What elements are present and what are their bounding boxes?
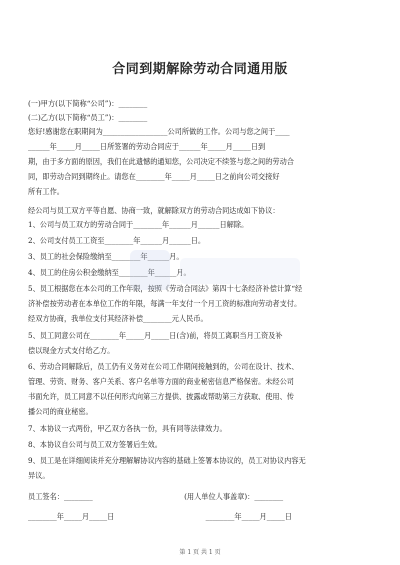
clause-7: 7、本协议一式两份，甲乙双方各执一份，具有同等法律效力。 [28,424,227,433]
party-b-line: (二)乙方(以下简称“员工”)：________ [28,113,148,122]
clause-8: 8、本协议自公司与员工双方签署后生效。 [28,440,162,449]
page-number: 第 1 页 共 1 页 [179,549,221,556]
clause-5: 5、员工根据您在本公司的工作年限，按照《劳动合同法》第四十七条经济补偿计算“经 [28,284,303,293]
clause-9: 9、员工是在详细阅读并充分理解解协议内容的基础上签署本协议的，员工对协议内容无 [28,456,306,465]
signature-date-line: ________年_____月_____日 ________年_____月_____日 [28,512,292,521]
signature-line: 员工签名：________ (用人单位人事盖章)：________ [28,492,284,501]
clause-6-cont: 书面允许，员工同意不以任何形式向第三方提供、披露或帮助第三方获取、使用、传 [28,392,294,401]
body-line: 所有工作。 [28,187,64,196]
agreement-intro: 经公司与员工双方平等自愿、协商一致，就解除双方的劳动合同达成如下协议： [28,206,280,215]
clause-5b: 5、员工同意公司在________年_____月_____日(含)前，将员工离职当月工资及补 [28,331,283,340]
clause-5-cont: 济补偿按劳动者在本单位工作的年限，每满一年支付一个月工资的标准向劳动者支付。 [28,299,302,308]
clause-3: 3、员工的社会保险缴纳至________年______月。 [28,252,184,261]
clause-6: 6、劳动合同解除后，员工仍有义务对在公司工作期间接触到的，公司在设计、技术、 [28,362,299,371]
clause-9-cont: 异议。 [28,471,50,480]
document-title: 合同到期解除劳动合同通用版 [112,62,288,77]
body-line: ______年_____月_____日所签署的劳动合同应于______年_____月_____日到 [28,142,266,151]
clause-2: 2、公司支付员工工资至________年______月______日。 [28,236,206,245]
party-a-line: (一)甲方(以下简称“公司”)：________ [28,99,148,108]
clause-1: 1、公司与员工双方的劳动合同于________年______月______日解除。 [28,220,249,229]
body-line: 期，由于多方面的原因，我们在此遗憾的通知您，公司决定不续签与您之间的劳动合 [28,157,294,166]
body-line: 您好!感谢您在职期间为__________________公司所做的工作。公司与您之间于____ [28,127,290,136]
body-line: 同，即劳动合同到期终止。请您在________年_____月_____日之前向公司交接好 [28,172,280,181]
clause-5b-cont: 偿以现金方式支付给乙方。 [28,346,115,355]
clause-6-cont: 播公司的商业秘密。 [28,407,93,416]
clause-5-cont: 经双方协商，我单位支付其经济补偿________元人民币。 [28,314,208,323]
clause-4: 4、员工的住房公积金缴纳至________年______月。 [28,268,191,277]
clause-6-cont: 管理、劳资、财务、客户关系、客户名单等方面的商业秘密信息严格保密。未经公司 [28,377,294,386]
